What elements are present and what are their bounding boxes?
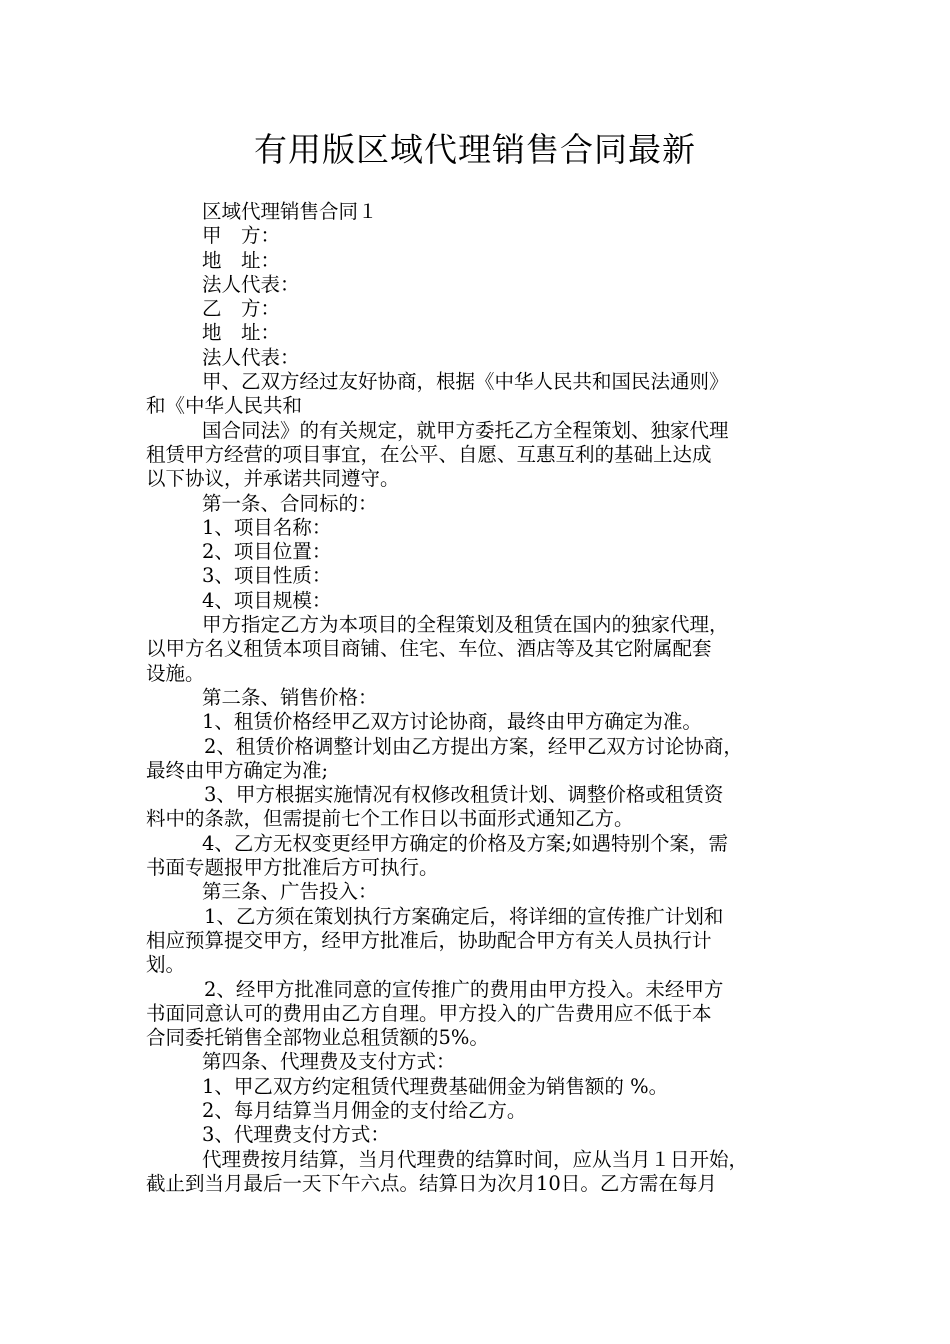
list-item: 3、项目性质： (202, 564, 332, 588)
party-a-representative-label: 法人代表： (202, 272, 300, 296)
list-item: 2、项目位置： (202, 540, 332, 564)
contract-heading: 区域代理销售合同１ (202, 200, 378, 223)
list-item: 3、代理费支付方式： (202, 1123, 390, 1147)
article-4-heading: 第四条、代理费及支付方式： (202, 1050, 456, 1074)
paragraph-line: 设施。 (146, 661, 205, 685)
list-item: 2、租赁价格调整计划由乙方提出方案，经甲乙双方讨论协商， (204, 734, 743, 758)
list-item: 2、每月结算当月佣金的支付给乙方。 (202, 1098, 527, 1122)
paragraph-line: 租赁甲方经营的项目事宜，在公平、自愿、互惠互利的基础上达成 (146, 442, 712, 466)
paragraph-line: 以甲方名义租赁本项目商铺、住宅、车位、酒店等及其它附属配套 (146, 637, 712, 661)
paragraph-line: 书面专题报甲方批准后方可执行。 (146, 856, 439, 880)
article-2-heading: 第二条、销售价格： (202, 685, 378, 709)
list-item: 3、甲方根据实施情况有权修改租赁计划、调整价格或租赁资 (204, 783, 724, 807)
list-item: 1、甲乙双方约定租赁代理费基础佣金为销售额的 %。 (202, 1074, 669, 1098)
party-a-address-label: 地 址： (202, 248, 281, 272)
party-a-label: 甲 方： (202, 224, 281, 248)
list-item: 1、项目名称： (202, 515, 332, 539)
list-item: 4、乙方无权变更经甲方确定的价格及方案;如遇特别个案，需 (202, 831, 728, 855)
article-3-heading: 第三条、广告投入： (202, 880, 378, 904)
document-title: 有用版区域代理销售合同最新 (254, 130, 696, 169)
paragraph-line: 和《中华人民共和 (146, 394, 303, 418)
paragraph-line: 甲方指定乙方为本项目的全程策划及租赁在国内的独家代理， (202, 613, 729, 637)
paragraph-line: 甲、乙双方经过友好协商，根据《中华人民共和国民法通则》 (202, 370, 729, 394)
paragraph-line: 合同委托销售全部物业总租赁额的5%。 (146, 1026, 489, 1050)
paragraph-line: 料中的条款，但需提前七个工作日以书面形式通知乙方。 (146, 807, 634, 831)
party-b-address-label: 地 址： (202, 321, 281, 345)
document-body (146, 200, 810, 1196)
paragraph-line: 相应预算提交甲方，经甲方批准后，协助配合甲方有关人员执行计 (146, 928, 712, 952)
list-item: 4、项目规模： (202, 588, 332, 612)
paragraph-line: 国合同法》的有关规定，就甲方委托乙方全程策划、独家代理 (202, 418, 729, 442)
list-item: 1、乙方须在策划执行方案确定后，将详细的宣传推广计划和 (204, 904, 724, 928)
paragraph-line: 以下协议，并承诺共同遵守。 (146, 467, 400, 491)
list-item: 1、租赁价格经甲乙双方讨论协商，最终由甲方确定为准。 (202, 710, 702, 734)
paragraph-line: 书面同意认可的费用由乙方自理。甲方投入的广告费用应不低于本 (146, 1001, 712, 1025)
article-1-heading: 第一条、合同标的： (202, 491, 378, 515)
paragraph-line: 划。 (146, 953, 186, 977)
paragraph-line: 最终由甲方确定为准; (146, 758, 329, 782)
party-b-representative-label: 法人代表： (202, 345, 300, 369)
party-b-label: 乙 方： (202, 297, 281, 321)
paragraph-line: 代理费按月结算，当月代理费的结算时间，应从当月１日开始， (202, 1147, 749, 1171)
paragraph-line: 截止到当月最后一天下午六点。结算日为次月10日。乙方需在每月 (146, 1171, 717, 1195)
list-item: 2、经甲方批准同意的宣传推广的费用由甲方投入。未经甲方 (204, 977, 724, 1001)
